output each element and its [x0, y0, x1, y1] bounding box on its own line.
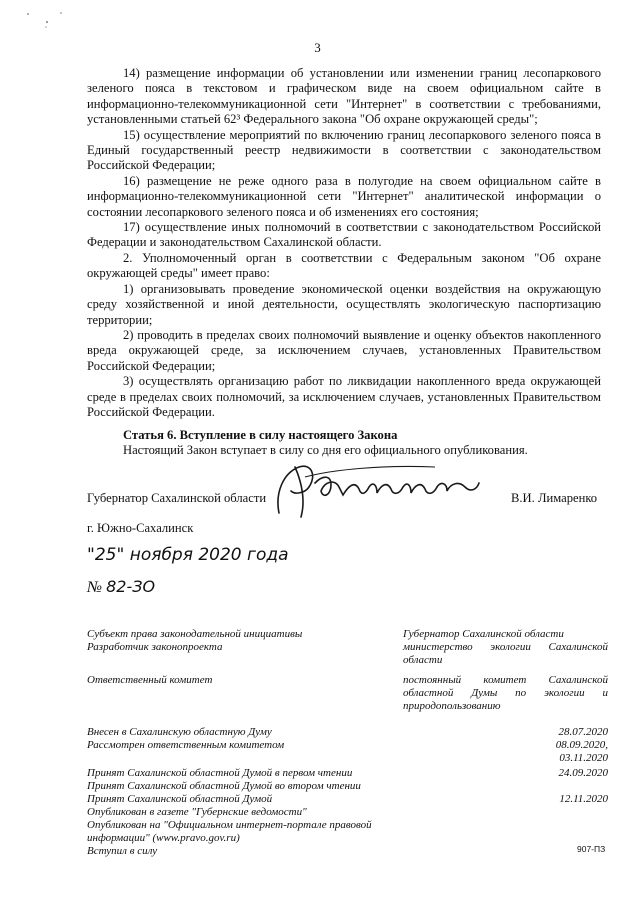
signing-date [87, 545, 289, 565]
meta-value: 08.09.2020, [555, 739, 608, 751]
number-value: 82-ЗО [106, 577, 156, 596]
meta-value: 03.11.2020 [559, 752, 608, 764]
date-quote: " [116, 545, 125, 565]
meta-row [87, 780, 607, 793]
meta-value: 12.11.2020 [559, 793, 608, 805]
paragraph: 16) размещение не реже одного раза в полугодие на своем официальном сайте в информационно-телекоммуникационной сети "Интернет" аналитической информации о состоянии лесопаркового зеленого пояса и об изменениях его состояния; [87, 173, 601, 219]
meta-row [87, 674, 607, 716]
meta-value: постоянный комитет Сахалинской областной Думы по экологии и природопользованию [403, 674, 608, 713]
number-label: № [87, 579, 103, 596]
date-quote: " [87, 545, 95, 565]
meta-value: министерство экологии Сахалинской области [403, 641, 608, 667]
meta-value: 24.09.2020 [558, 767, 608, 779]
law-number [87, 577, 155, 597]
meta-row [87, 767, 607, 780]
date-month-year: ноября 2020 года [129, 545, 289, 565]
law-body-text [87, 66, 601, 420]
meta-label: Разработчик законопроекта [87, 641, 223, 654]
meta-row [87, 739, 607, 765]
meta-row [87, 726, 607, 739]
handwritten-signature [265, 455, 490, 525]
paragraph: 14) размещение информации об установлении или изменении границ лесопаркового зеленого пояса в текстовом и графическом виде на своем официальном сайте в информационно-телекоммуникационной сети "Интернет" в соответствии с требованиями, установленными статьей 62³ Федерального закона "Об охране окружающей среды"; [87, 66, 601, 127]
governor-title: Губернатор Сахалинской области [87, 491, 267, 505]
legislative-history [87, 628, 607, 858]
meta-value: Губернатор Сахалинской области [403, 628, 564, 640]
meta-label: Ответственный комитет [87, 674, 213, 686]
meta-label: Опубликован в газете "Губернские ведомости" [87, 806, 307, 818]
meta-row [87, 793, 607, 806]
scan-specks [25, 10, 85, 40]
page-number: 3 [314, 40, 321, 55]
meta-label: Субъект права законодательной инициативы [87, 628, 303, 640]
meta-row [87, 845, 607, 858]
meta-label: Вступил в силу [87, 845, 158, 857]
meta-row [87, 806, 607, 819]
paragraph: 2) проводить в пределах своих полномочий выявление и оценку объектов накопленного вреда окружающей среде, за исключением случаев, установленных Правительством Российской Федерации; [87, 327, 601, 373]
meta-row [87, 819, 607, 845]
meta-label: Внесен в Сахалинскую областную Думу [87, 726, 272, 738]
paragraph: 3) осуществлять организацию работ по ликвидации накопленного вреда окружающей среде в пределах своих полномочий, за исключением случаев, установленных Правительством Российской Федерации. [87, 374, 601, 419]
paragraph: 15) осуществление мероприятий по включению границ лесопаркового зеленого пояса в Единый государственный реестр недвижимости в соответствии с законодательством Российской Федерации; [87, 127, 601, 173]
article-title: Статья 6. Вступление в силу настоящего Закона [123, 428, 398, 442]
meta-row [87, 628, 607, 668]
meta-label: Опубликован на "Официальном интернет-портале правовой информации" (www.pravo.gov.ru) [87, 819, 372, 845]
paragraph: 2. Уполномоченный орган в соответствии с Федеральным законом "Об охране окружающей среды" имеет право: [87, 250, 601, 281]
article-text: Настоящий Закон вступает в силу со дня его официального опубликования. [123, 443, 528, 458]
date-day: 25 [94, 545, 117, 565]
meta-label: Принят Сахалинской областной Думой в первом чтении [87, 767, 353, 779]
meta-value: 28.07.2020 [558, 726, 608, 738]
governor-name: В.И. Лимаренко [511, 491, 598, 505]
paragraph: 17) осуществление иных полномочий в соответствии с законодательством Российской Федерации и законодательством Сахалинской области. [87, 220, 601, 250]
document-code: 907-ПЗ [577, 844, 606, 854]
meta-label: Принят Сахалинской областной Думой [87, 793, 273, 805]
meta-label: Рассмотрен ответственным комитетом [87, 739, 285, 751]
meta-label: Принят Сахалинской областной Думой во втором чтении [87, 780, 361, 792]
paragraph: 1) организовывать проведение экономической оценки воздействия на окружающую среду хозяйственной и иной деятельности, осуществлять экологическую паспортизацию территории; [87, 281, 601, 327]
city: г. Южно-Сахалинск [87, 521, 194, 535]
